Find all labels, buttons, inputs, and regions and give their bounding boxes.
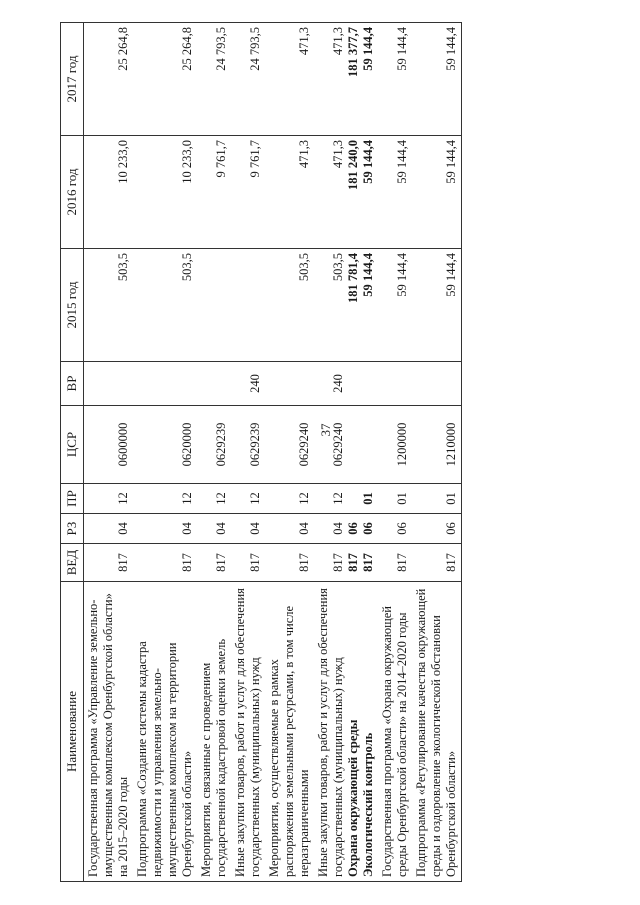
row-csr: 1200000 (378, 406, 412, 484)
row-2017: 471,3 (265, 23, 314, 136)
row-rz-group (314, 514, 378, 544)
row-csr (346, 410, 361, 479)
row-pr: 01 (412, 484, 462, 514)
row-pr: 12 (133, 484, 197, 514)
row-name: Мероприятия, связанные с проведением государственной кадастровой оценки земель (197, 582, 231, 882)
row-pr: 01 (378, 484, 412, 514)
row-rz: 04 (197, 514, 231, 544)
row-2017: 59 144,4 (361, 27, 375, 71)
header-ved: ВЕД (61, 544, 84, 582)
row-vr (346, 366, 361, 401)
row-2015: 503,5 (84, 249, 134, 362)
row-rz: 06 (361, 522, 375, 535)
row-ved: 817 (133, 544, 197, 582)
row-csr: 1210000 (412, 406, 462, 484)
row-rz: 04 (84, 514, 134, 544)
row-2015: 503,5 (133, 249, 197, 362)
row-csr-group (314, 406, 378, 484)
rotated-table-wrapper (60, 22, 580, 882)
row-pr-group (314, 484, 378, 514)
header-name: Наименование (61, 582, 84, 882)
budget-table (60, 22, 462, 882)
row-ved: 817 (361, 553, 375, 572)
row-ved: 817 (331, 553, 345, 572)
row-csr: 0629240 (265, 406, 314, 484)
row-ved: 817 (197, 544, 231, 582)
row-2016: 181 240,0 (346, 140, 360, 190)
row-2016: 471,3 (331, 140, 345, 169)
row-2017: 25 264,8 (84, 23, 134, 136)
row-ved: 817 (84, 544, 134, 582)
row-name: Подпрограмма «Регулирование качества окружающей среды и оздоровление экологической обстановки Оренбургской области» (412, 582, 462, 882)
row-rz: 04 (133, 514, 197, 544)
row-csr: 0629239 (231, 406, 265, 484)
row-csr: 0620000 (133, 406, 197, 484)
row-2016: 471,3 (265, 136, 314, 249)
row-rz: 06 (378, 514, 412, 544)
header-2015: 2015 год (61, 249, 84, 362)
row-2015: 59 144,4 (378, 249, 412, 362)
header-csr: ЦСР (61, 406, 84, 484)
row-2016: 9 761,7 (197, 136, 231, 249)
row-name-section: Охрана окружающей среды (346, 719, 360, 877)
row-vr (265, 362, 314, 406)
row-ved: 817 (231, 544, 265, 582)
row-2016: 10 233,0 (133, 136, 197, 249)
row-pr: 12 (84, 484, 134, 514)
row-2017: 471,3 (331, 27, 345, 56)
row-2017-group (314, 23, 378, 136)
row-csr: 0600000 (84, 406, 134, 484)
header-rz: РЗ (61, 514, 84, 544)
row-rz: 06 (346, 522, 360, 535)
row-2017: 59 144,4 (378, 23, 412, 136)
row-2015 (197, 249, 231, 362)
table-row (265, 23, 314, 882)
row-vr: 240 (231, 362, 265, 406)
row-vr (84, 362, 134, 406)
row-pr: 12 (231, 484, 265, 514)
row-name: Государственная программа «Управление земельно-имущественным комплексом Оренбургской области» на 2015–2020 годы (84, 582, 134, 882)
row-2017: 24 793,5 (231, 23, 265, 136)
table-row (197, 23, 231, 882)
row-ved: 817 (346, 553, 360, 572)
row-2015: 503,5 (265, 249, 314, 362)
row-pr: 12 (265, 484, 314, 514)
row-name: Государственная программа «Охрана окружающей среды Оренбургской области» на 2014–2020 годы (378, 582, 412, 882)
row-2015-group (314, 249, 378, 362)
header-vr: ВР (61, 362, 84, 406)
header-2017: 2017 год (61, 23, 84, 136)
row-pr (346, 488, 361, 509)
row-csr: 0629239 (197, 406, 231, 484)
row-csr (361, 410, 376, 479)
row-2016: 59 144,4 (412, 136, 462, 249)
row-ved-group (314, 544, 378, 582)
row-2015: 59 144,4 (361, 253, 375, 297)
row-name: Подпрограмма «Создание системы кадастра недвижимости и управления земельно-имущественным комплексом на территории Оренбургской области» (133, 582, 197, 882)
row-name-group (314, 582, 378, 882)
table-row (378, 23, 412, 882)
row-2017: 25 264,8 (133, 23, 197, 136)
row-rz: 04 (265, 514, 314, 544)
row-2015: 59 144,4 (412, 249, 462, 362)
row-pr: 12 (197, 484, 231, 514)
row-rz: 04 (331, 522, 345, 535)
row-2015 (231, 249, 265, 362)
header-2016: 2016 год (61, 136, 84, 249)
row-name: Иные закупки товаров, работ и услуг для обеспечения государственных (муниципальных) нужд (231, 582, 265, 882)
row-pr: 12 (331, 492, 345, 505)
page-number: 37 (318, 423, 333, 437)
row-name: Иные закупки товаров, работ и услуг для обеспечения государственных (муниципальных) нужд (316, 588, 345, 877)
row-csr: 0629240 (331, 422, 345, 467)
table-row (314, 23, 378, 882)
header-pr: ПР (61, 484, 84, 514)
table-row (133, 23, 197, 882)
table-row (231, 23, 265, 882)
row-2015: 503,5 (331, 253, 345, 282)
row-vr (361, 366, 376, 401)
row-pr: 01 (361, 492, 375, 505)
row-vr (133, 362, 197, 406)
row-2016: 59 144,4 (361, 140, 375, 184)
row-vr (197, 362, 231, 406)
row-2017: 24 793,5 (197, 23, 231, 136)
row-rz: 04 (231, 514, 265, 544)
row-vr: 240 (331, 374, 345, 393)
row-ved: 817 (412, 544, 462, 582)
header-row (61, 23, 84, 882)
row-2016: 9 761,7 (231, 136, 265, 249)
row-vr (378, 362, 412, 406)
row-vr (412, 362, 462, 406)
row-2016-group (314, 136, 378, 249)
row-vr-group (314, 362, 378, 406)
row-name-subsection: Экологический контроль (361, 732, 375, 877)
row-2016: 10 233,0 (84, 136, 134, 249)
row-rz: 06 (412, 514, 462, 544)
row-ved: 817 (265, 544, 314, 582)
table-row (412, 23, 462, 882)
row-2017: 181 377,7 (346, 27, 360, 77)
row-2015: 181 781,4 (346, 253, 360, 303)
table-row (84, 23, 134, 882)
row-name: Мероприятия, осуществляемые в рамках распоряжения земельными ресурсами, в том числе неразграниченными (265, 582, 314, 882)
row-ved: 817 (378, 544, 412, 582)
row-2016: 59 144,4 (378, 136, 412, 249)
row-2017: 59 144,4 (412, 23, 462, 136)
